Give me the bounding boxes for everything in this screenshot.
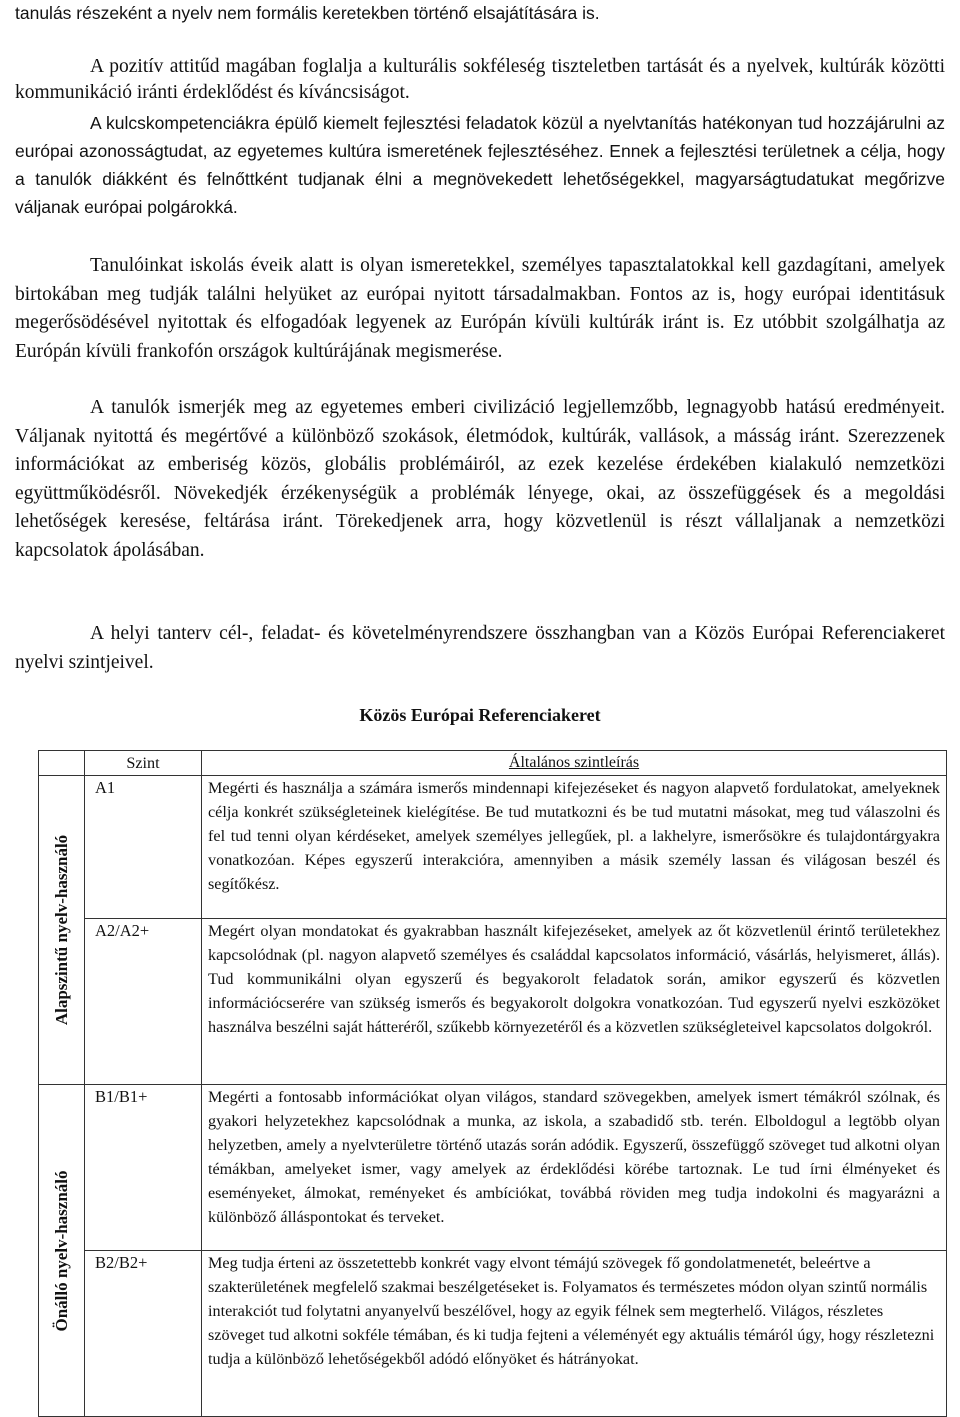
level-a1: A1 [85, 776, 202, 919]
level-a2: A2/A2+ [85, 919, 202, 1085]
table-title: Közös Európai Referenciakeret [359, 705, 601, 725]
desc-b1: Megérti a fontosabb információkat olyan világos, standard szövegekben, amelyek ismert témákról szólnak, és gyakori helyzetekhez kapcsolódnak a munka, az iskola, a szabadidő stb. terén. Elboldogul a legtöbb olyan helyzetben, amely a nyelvterületre történő utazás során adódik. Egyszerű, összefüggő szöveget tud alkotni olyan témákban, amelyeket ismer, vagy amelyek az érdeklődési körébe tartoznak. Le tud írni élményeket és eseményeket, álmokat, reményeket és ambíciókat, továbbá röviden meg tudja indokolni és magyarázni a különböző álláspontokat és terveket. [202, 1085, 947, 1251]
desc-a1: Megérti és használja a számára ismerős mindennapi kifejezéseket és nagyon alapvető fordulatokat, amelyeknek célja konkrét szükségleteinek kielégítése. Be tud mutatkozni és be tud mutatni másokat, meg tud válaszolni és fel tud tenni olyan kérdéseket, amelyek személyes jellegűek, pl. a lakhelyre, ismerősökre és tulajdontárgyakra vonatkozóan. Képes egyszerű interakcióra, amennyiben a másik személy lassan és világosan beszél és segítőkész. [202, 776, 947, 919]
group-independent-cell [39, 1085, 85, 1417]
desc-b2: Meg tudja érteni az összetettebb konkrét vagy elvont témájú szövegek fő gondolatmenetét, beleértve a szakterületének megfelelő szakmai beszélgetéseket is. Folyamatos és természetes módon olyan szintű normális interakciót tud folytatni anyanyelvű beszélővel, hogy az egyik félnek sem megterhelő. Világos, részletes szöveget tud alkotni sokféle témában, és ki tudja fejteni a véleményét egy aktuális témáról úgy, hogy részletezni tudja a különböző lehetőségekből adódó előnyöket és hátrányokat. [202, 1251, 947, 1417]
cefr-table [38, 750, 947, 1417]
header-empty [39, 751, 85, 776]
group-basic-cell [39, 776, 85, 1085]
table-row [39, 1085, 947, 1251]
header-description: Általános szintleírás [202, 751, 947, 776]
table-row [39, 919, 947, 1085]
level-b2: B2/B2+ [85, 1251, 202, 1417]
paragraph-students: Tanulóinkat iskolás éveik alatt is olyan ismeretekkel, személyes tapasztalatokkal kell gazdagítani, amelyek birtokában meg tudják találni helyüket az európai nyitott társadalmakban. Fontos az is, hogy európai identitásuk megerősödésével nyitottak és elfogadóak legyenek az Európán kívüli kultúrák iránt is. Ez utóbbit szolgálhatja az Európán kívüli frankofón országok kultúrájának megismerése. [15, 255, 945, 362]
desc-a2: Megért olyan mondatokat és gyakrabban használt kifejezéseket, amelyek az őt közvetlenül érintő területekhez kapcsolódnak (pl. nagyon alapvető személyes és családdal kapcsolatos információ, vásárlás, helyismeret, állás). Tud kommunikálni olyan egyszerű és begyakorolt feladatok során, amikor egyszerű és közvetlen információcserére van szükség ismerős és begyakorolt dolgokra vonatkozóan. Tud egyszerű nyelvi eszközöket használva beszélni saját hátteréről, szűkebb környezetéről és a közvetlen szükségleteivel kapcsolatos dolgokról. [202, 919, 947, 1085]
group-independent-label: Önálló nyelv-használó [51, 1169, 71, 1332]
table-row [39, 776, 947, 919]
paragraph-competences-part2: Ennek a fejlesztési területnek a célja, hogy a tanulók diákként és felnőttként tudjanak élni a megnövekedett lehetőségekkel, magyarságtudatukat megőrizve váljanak európai polgárokká. [15, 141, 945, 217]
header-level: Szint [85, 751, 202, 776]
level-b1: B1/B1+ [85, 1085, 202, 1251]
group-basic-label: Alapszintű nyelv-használó [51, 834, 71, 1026]
paragraph-competences-part1: A kulcskompetenciákra épülő kiemelt fejlesztési feladatok közül a nyelvtanítás hatékonyan tud hozzájárulni az európai azonosságtudat, az egyetemes kultúra ismeretének fejlesztéséhez. [15, 113, 945, 161]
table-header-row [39, 751, 947, 776]
paragraph-local-curriculum: A helyi tanterv cél-, feladat- és követelményrendszere összhangban van a Közös Európai Referenciakeret nyelvi szintjeivel. [15, 623, 945, 673]
table-row [39, 1251, 947, 1417]
paragraph-competences [15, 110, 945, 222]
paragraph-line0: tanulás részeként a nyelv nem formális keretekben történő elsajátítására is. [15, 3, 600, 23]
paragraph-civilization: A tanulók ismerjék meg az egyetemes emberi civilizáció legjellemzőbb, legnagyobb hatású eredményeit. Váljanak nyitottá és megértővé a különböző szokások, életmódok, kultúrák, vallások, a másság iránt. Szerezzenek információkat az emberiség közös, globális problémáiról, az ezek kezelése érdekében kialakuló nemzetközi együttműködésről. Növekedjék érzékenységük a problémák lényege, okai, az összefüggések és a megoldási lehetőségek keresése, feltárása iránt. Törekedjenek arra, hogy közvetlenül is részt vállaljanak a nemzetközi kapcsolatok ápolásában. [15, 397, 945, 561]
paragraph-attitude: A pozitív attitűd magában foglalja a kulturális sokféleség tiszteletben tartását és a nyelvek, kultúrák közötti kommunikáció iránti érdeklődést és kíváncsiságot. [15, 56, 945, 103]
